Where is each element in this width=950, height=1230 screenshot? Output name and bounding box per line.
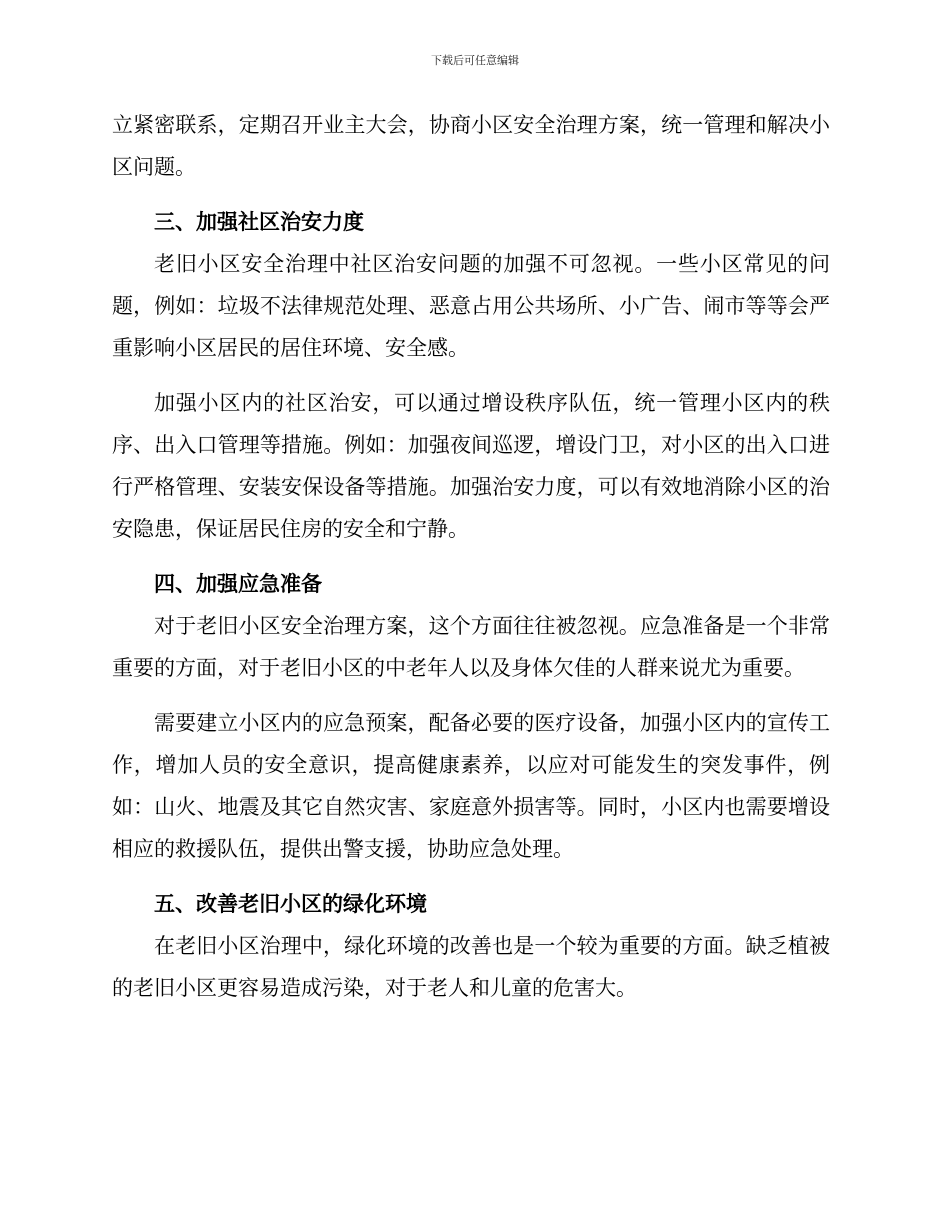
paragraph-continuation: 立紧密联系，定期召开业主大会，协商小区安全治理方案，统一管理和解决小区问题。 — [112, 113, 830, 179]
page-header: 下载后可任意编辑 — [431, 54, 519, 67]
paragraph: 加强小区内的社区治安，可以通过增设秩序队伍，统一管理小区内的秩序、出入口管理等措施。例如：加强夜间巡逻，增设门卫，对小区的出入口进行严格管理、安装安保设备等措施。加强治安力度，可以有效地消除小区的治安隐患，保证居民住房的安全和宁静。 — [112, 391, 830, 541]
section-heading-4: 四、加强应急准备 — [154, 571, 322, 596]
section-heading-5: 五、改善老旧小区的绿化环境 — [154, 891, 427, 916]
document-body — [112, 104, 830, 1009]
paragraph: 老旧小区安全治理中社区治安问题的加强不可忽视。一些小区常见的问题，例如：垃圾不法律规范处理、恶意占用公共场所、小广告、闹市等等会严重影响小区居民的居住环境、安全感。 — [112, 252, 830, 360]
section-heading-3: 三、加强社区治安力度 — [154, 209, 364, 234]
paragraph: 对于老旧小区安全治理方案，这个方面往往被忽视。应急准备是一个非常重要的方面，对于老旧小区的中老年人以及身体欠佳的人群来说尤为重要。 — [112, 614, 830, 680]
paragraph: 需要建立小区内的应急预案，配备必要的医疗设备，加强小区内的宣传工作，增加人员的安全意识，提高健康素养，以应对可能发生的突发事件，例如：山火、地震及其它自然灾害、家庭意外损害等。同时，小区内也需要增设相应的救援队伍，提供出警支援，协助应急处理。 — [112, 711, 830, 861]
paragraph: 在老旧小区治理中，绿化环境的改善也是一个较为重要的方面。缺乏植被的老旧小区更容易造成污染，对于老人和儿童的危害大。 — [112, 934, 830, 1000]
